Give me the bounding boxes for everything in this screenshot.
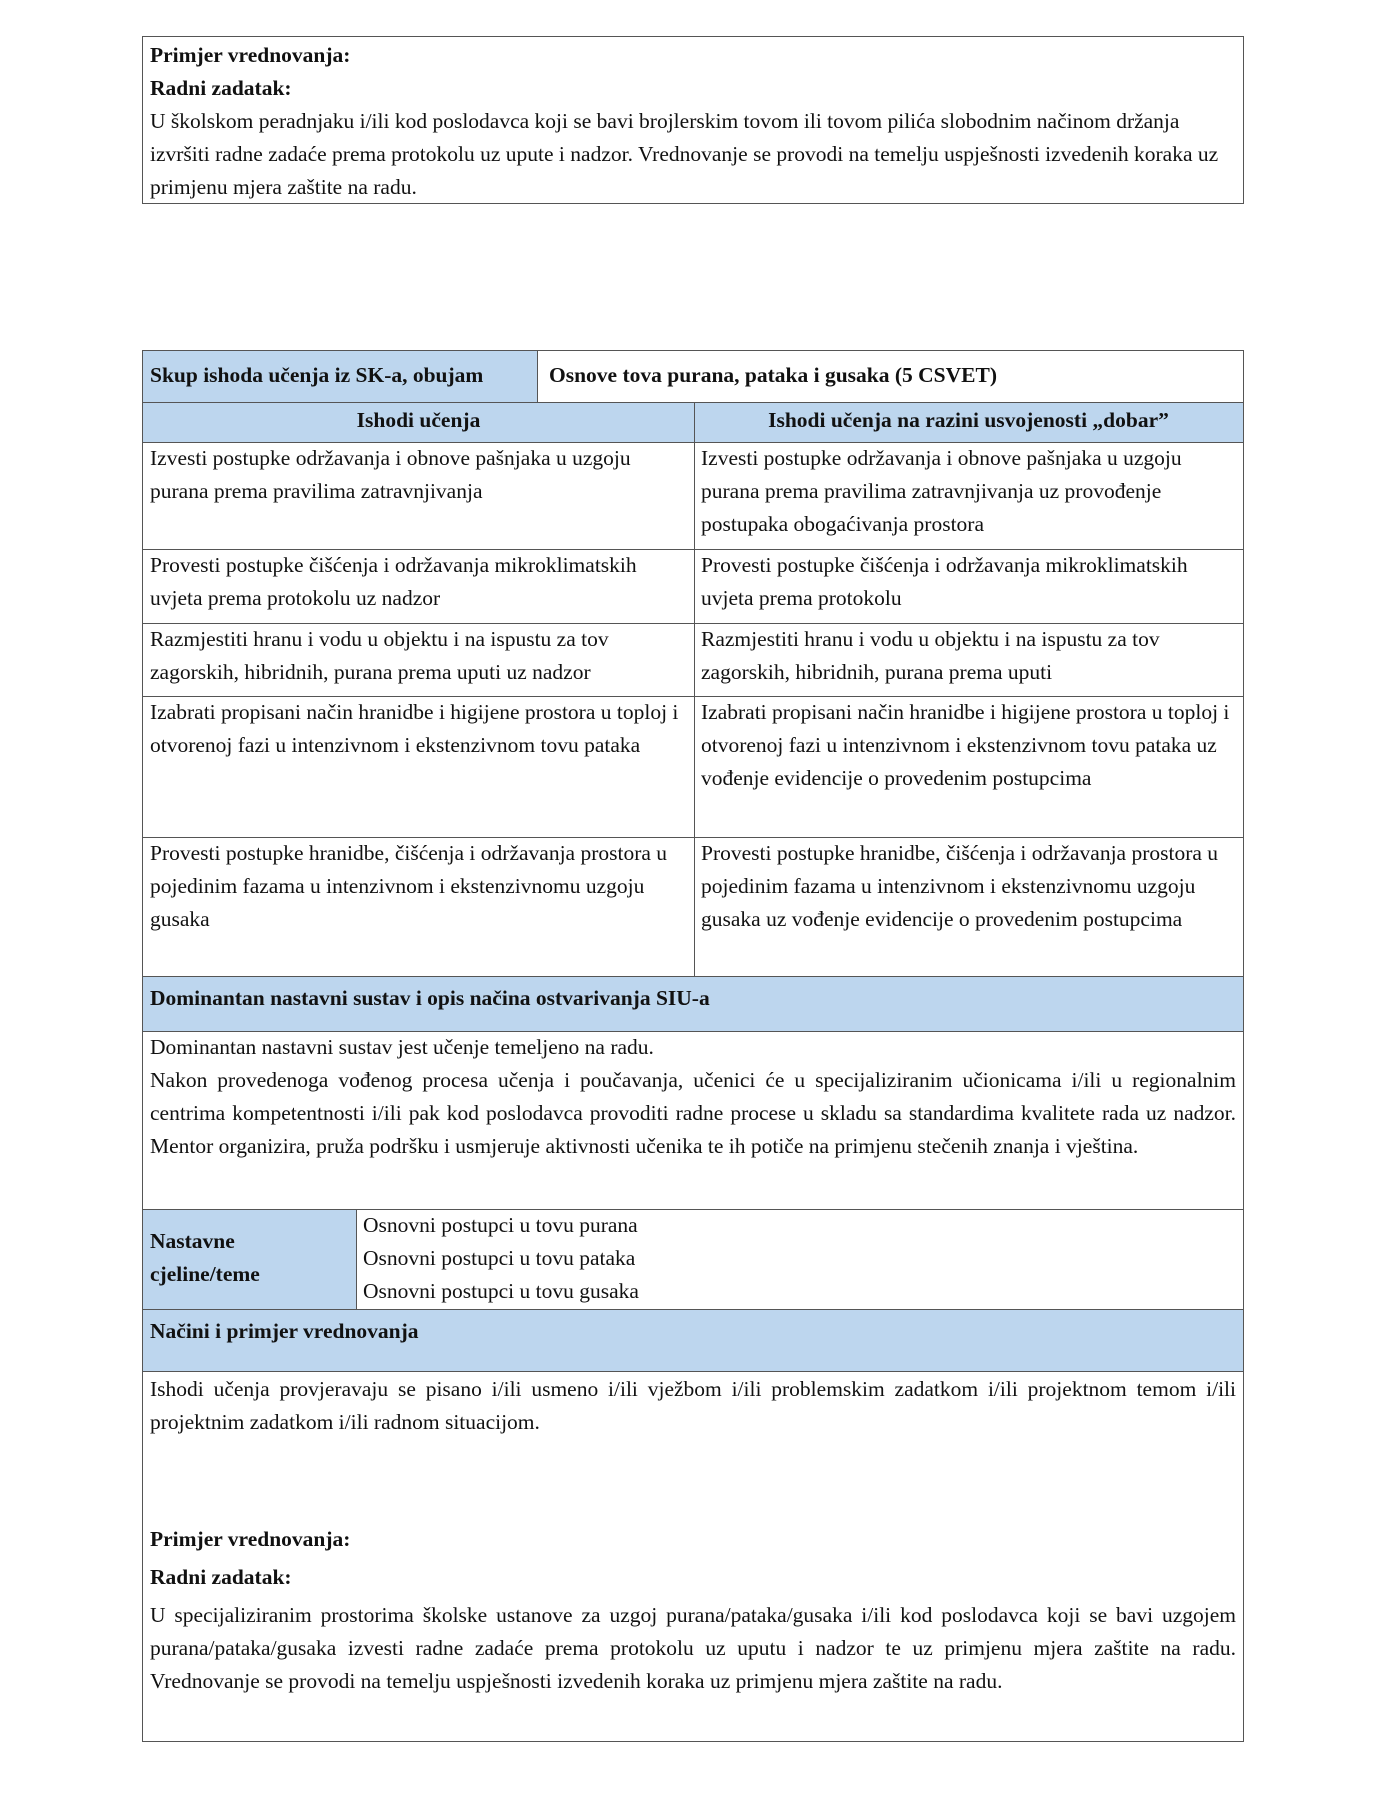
radni-label: Radni zadatak: xyxy=(150,76,292,100)
divider xyxy=(143,442,1243,443)
divider xyxy=(143,1209,1243,1210)
table-row-3-right: Razmjestiti hranu i vodu u objektu i na ispustu za tov zagorskih, hibridnih, purana prema uputi xyxy=(701,627,1160,684)
radni-text: U školskom peradnjaku i/ili kod poslodavca koji se bavi brojlerskim tovom ili tovom pilića slobodnim načinom držanja izvršiti radne zadaće prema protokolu uz upute i nadzor. Vrednovanje se provodi na temelju uspješnosti izvedenih koraka uz primjenu mjera zaštite na radu. xyxy=(150,109,1219,199)
top-evaluation-box xyxy=(142,36,1244,204)
divider xyxy=(143,696,1243,697)
primjer-label: Primjer vrednovanja: xyxy=(150,43,351,67)
col-header-ishodi: Ishodi učenja xyxy=(143,402,694,442)
cjeline-list xyxy=(356,1209,1243,1309)
table-row-3-left: Razmjestiti hranu i vodu u objektu i na ispustu za tov zagorskih, hibridnih, purana prema uputi uz nadzor xyxy=(150,627,609,684)
divider xyxy=(143,402,1243,403)
cjeline-item: Osnovni postupci u tovu purana xyxy=(363,1213,638,1237)
dominantan-header: Dominantan nastavni sustav i opis načina ostvarivanja SIU-a xyxy=(143,976,1243,1031)
divider xyxy=(143,549,1243,550)
radni-label-2: Radni zadatak: xyxy=(150,1565,292,1589)
dominantan-p1: Dominantan nastavni sustav jest učenje temeljeno na radu. xyxy=(150,1035,654,1059)
primjer-label-2: Primjer vrednovanja: xyxy=(150,1527,351,1551)
col-header-dobar: Ishodi učenja na razini usvojenosti „dobar” xyxy=(694,402,1243,442)
skup-value: Osnove tova purana, pataka i gusaka (5 CSVET) xyxy=(549,363,998,387)
table-row-4-right: Izabrati propisani način hranidbe i higijene prostora u toploj i otvorenoj fazi u intenzivnom i ekstenzivnom tovu pataka uz vođenje evidencije o provedenim postupcima xyxy=(701,700,1230,790)
main-table xyxy=(142,350,1244,1742)
nacini-body xyxy=(143,1371,1243,1741)
divider xyxy=(356,1209,357,1309)
nacini-header: Načini i primjer vrednovanja xyxy=(143,1309,1243,1371)
cjeline-item: Osnovni postupci u tovu gusaka xyxy=(363,1279,639,1303)
cjeline-item: Osnovni postupci u tovu pataka xyxy=(363,1246,636,1270)
dominantan-p2: Nakon provedenoga vođenog procesa učenja i poučavanja, učenici će u specijaliziranim učionicama i/ili u regionalnim centrima kompetentnosti i/ili pak kod poslodavca provoditi radne procese u skladu sa standardima kvalitete rada uz nadzor. Mentor organizira, pruža podršku i usmjeruje aktivnosti učenika te ih potiče na primjenu stečenih znanja i vještina. xyxy=(150,1068,1236,1158)
divider xyxy=(143,1031,1243,1032)
divider xyxy=(143,623,1243,624)
table-row-2-left: Provesti postupke čišćenja i održavanja mikroklimatskih uvjeta prema protokolu uz nadzor xyxy=(150,553,637,610)
table-row-4-left: Izabrati propisani način hranidbe i higijene prostora u toploj i otvorenoj fazi u intenzivnom i ekstenzivnom tovu pataka xyxy=(150,700,679,757)
divider xyxy=(143,1371,1243,1372)
table-row-1-left: Izvesti postupke održavanja i obnove pašnjaka u uzgoju purana prema pravilima zatravnjivanja xyxy=(150,446,631,503)
divider xyxy=(694,402,695,976)
table-row-5-right: Provesti postupke hranidbe, čišćenja i održavanja prostora u pojedinim fazama u intenzivnom i ekstenzivnomu uzgoju gusaka uz vođenje evidencije o provedenim postupcima xyxy=(701,841,1219,931)
table-row-1-right: Izvesti postupke održavanja i obnove pašnjaka u uzgoju purana prema pravilima zatravnjivanja uz provođenje postupaka obogaćivanja prostora xyxy=(701,446,1182,536)
divider xyxy=(143,837,1243,838)
table-row-5-left: Provesti postupke hranidbe, čišćenja i održavanja prostora u pojedinim fazama u intenzivnom i ekstenzivnomu uzgoju gusaka xyxy=(150,841,668,931)
nacini-text: Ishodi učenja provjeravaju se pisano i/ili usmeno i/ili vježbom i/ili problemskim zadatkom i/ili projektnom temom i/ili projektnim zadatkom i/ili radnom situacijom. xyxy=(150,1377,1236,1434)
dominantan-body xyxy=(143,1031,1243,1209)
divider xyxy=(143,976,1243,977)
table-row-2-right: Provesti postupke čišćenja i održavanja mikroklimatskih uvjeta prema protokolu xyxy=(701,553,1188,610)
divider xyxy=(537,351,538,402)
divider xyxy=(143,1309,1243,1310)
radni-text-2: U specijaliziranim prostorima školske ustanove za uzgoj purana/pataka/gusaka i/ili kod poslodavca koji se bavi uzgojem purana/pataka/gusaka izvesti radne zadaće prema protokolu uz uputu i nadzor te uz primjenu mjera zaštite na radu. Vrednovanje se provodi na temelju uspješnosti izvedenih koraka uz primjenu mjera zaštite na radu. xyxy=(150,1603,1236,1693)
skup-label: Skup ishoda učenja iz SK-a, obujam xyxy=(143,351,537,402)
cjeline-label: Nastavne cjeline/teme xyxy=(143,1209,356,1309)
